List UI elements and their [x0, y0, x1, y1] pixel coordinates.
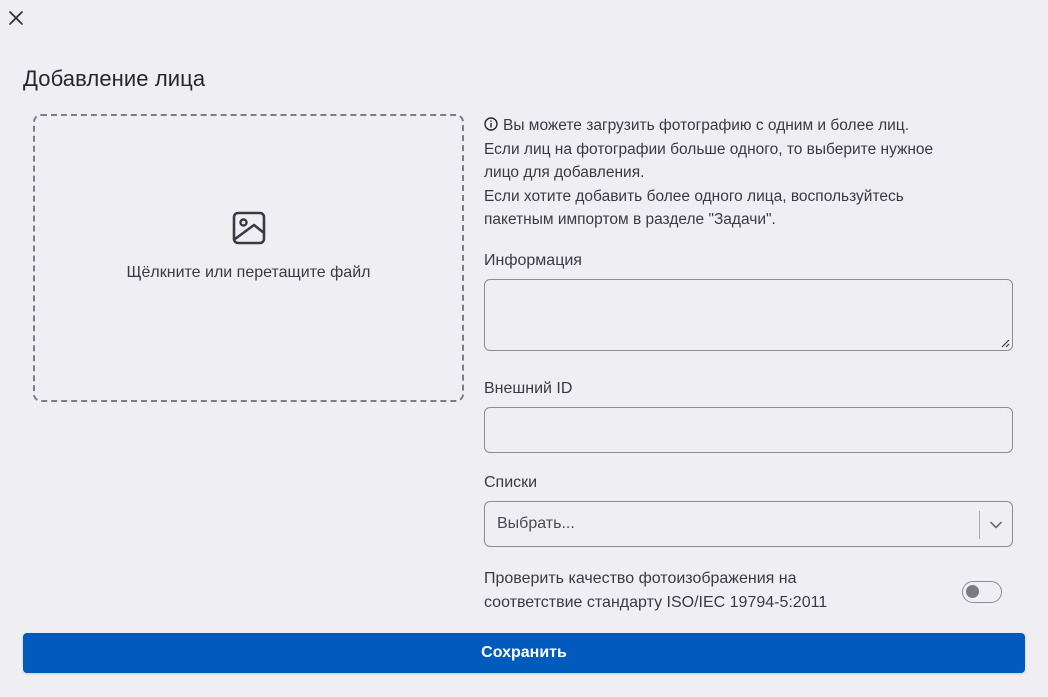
- lists-label: Списки: [484, 474, 538, 491]
- info-hint: [484, 114, 1014, 232]
- info-line: Если лиц на фотографии больше одного, то выберите нужное: [484, 140, 934, 158]
- info-line: Вы можете загрузить фотографию с одним и более лиц.: [484, 114, 1014, 138]
- info-textarea[interactable]: [484, 279, 1013, 351]
- lists-placeholder: Выбрать...: [497, 515, 575, 532]
- chevron-down-icon[interactable]: [988, 518, 1004, 532]
- info-field-label: Информация: [484, 252, 582, 269]
- close-button[interactable]: [6, 8, 26, 28]
- toggle-knob: [966, 585, 979, 598]
- external-id-label: Внешний ID: [484, 380, 573, 397]
- file-dropzone[interactable]: [33, 114, 464, 402]
- lists-select[interactable]: [484, 501, 1013, 547]
- close-icon: [6, 8, 26, 28]
- info-icon: [484, 117, 498, 131]
- select-separator: [979, 511, 980, 539]
- resize-grip-icon[interactable]: [1000, 338, 1010, 348]
- save-button[interactable]: Сохранить: [23, 633, 1025, 673]
- info-line: пакетным импортом в разделе "Задачи".: [484, 211, 776, 228]
- quality-check-toggle[interactable]: [962, 581, 1002, 603]
- quality-check-label: Проверить качество фотоизображения на соответствие стандарту ISO/IEC 19794-5:2011: [484, 570, 828, 611]
- image-icon: [231, 210, 267, 246]
- page-title: Добавление лица: [23, 66, 206, 91]
- info-line: Если хотите добавить более одного лица, воспользуйтесь: [484, 187, 904, 205]
- dropzone-text: Щёлкните или перетащите файл: [126, 264, 371, 281]
- external-id-input[interactable]: [484, 407, 1013, 453]
- info-line: лицо для добавления.: [484, 164, 645, 181]
